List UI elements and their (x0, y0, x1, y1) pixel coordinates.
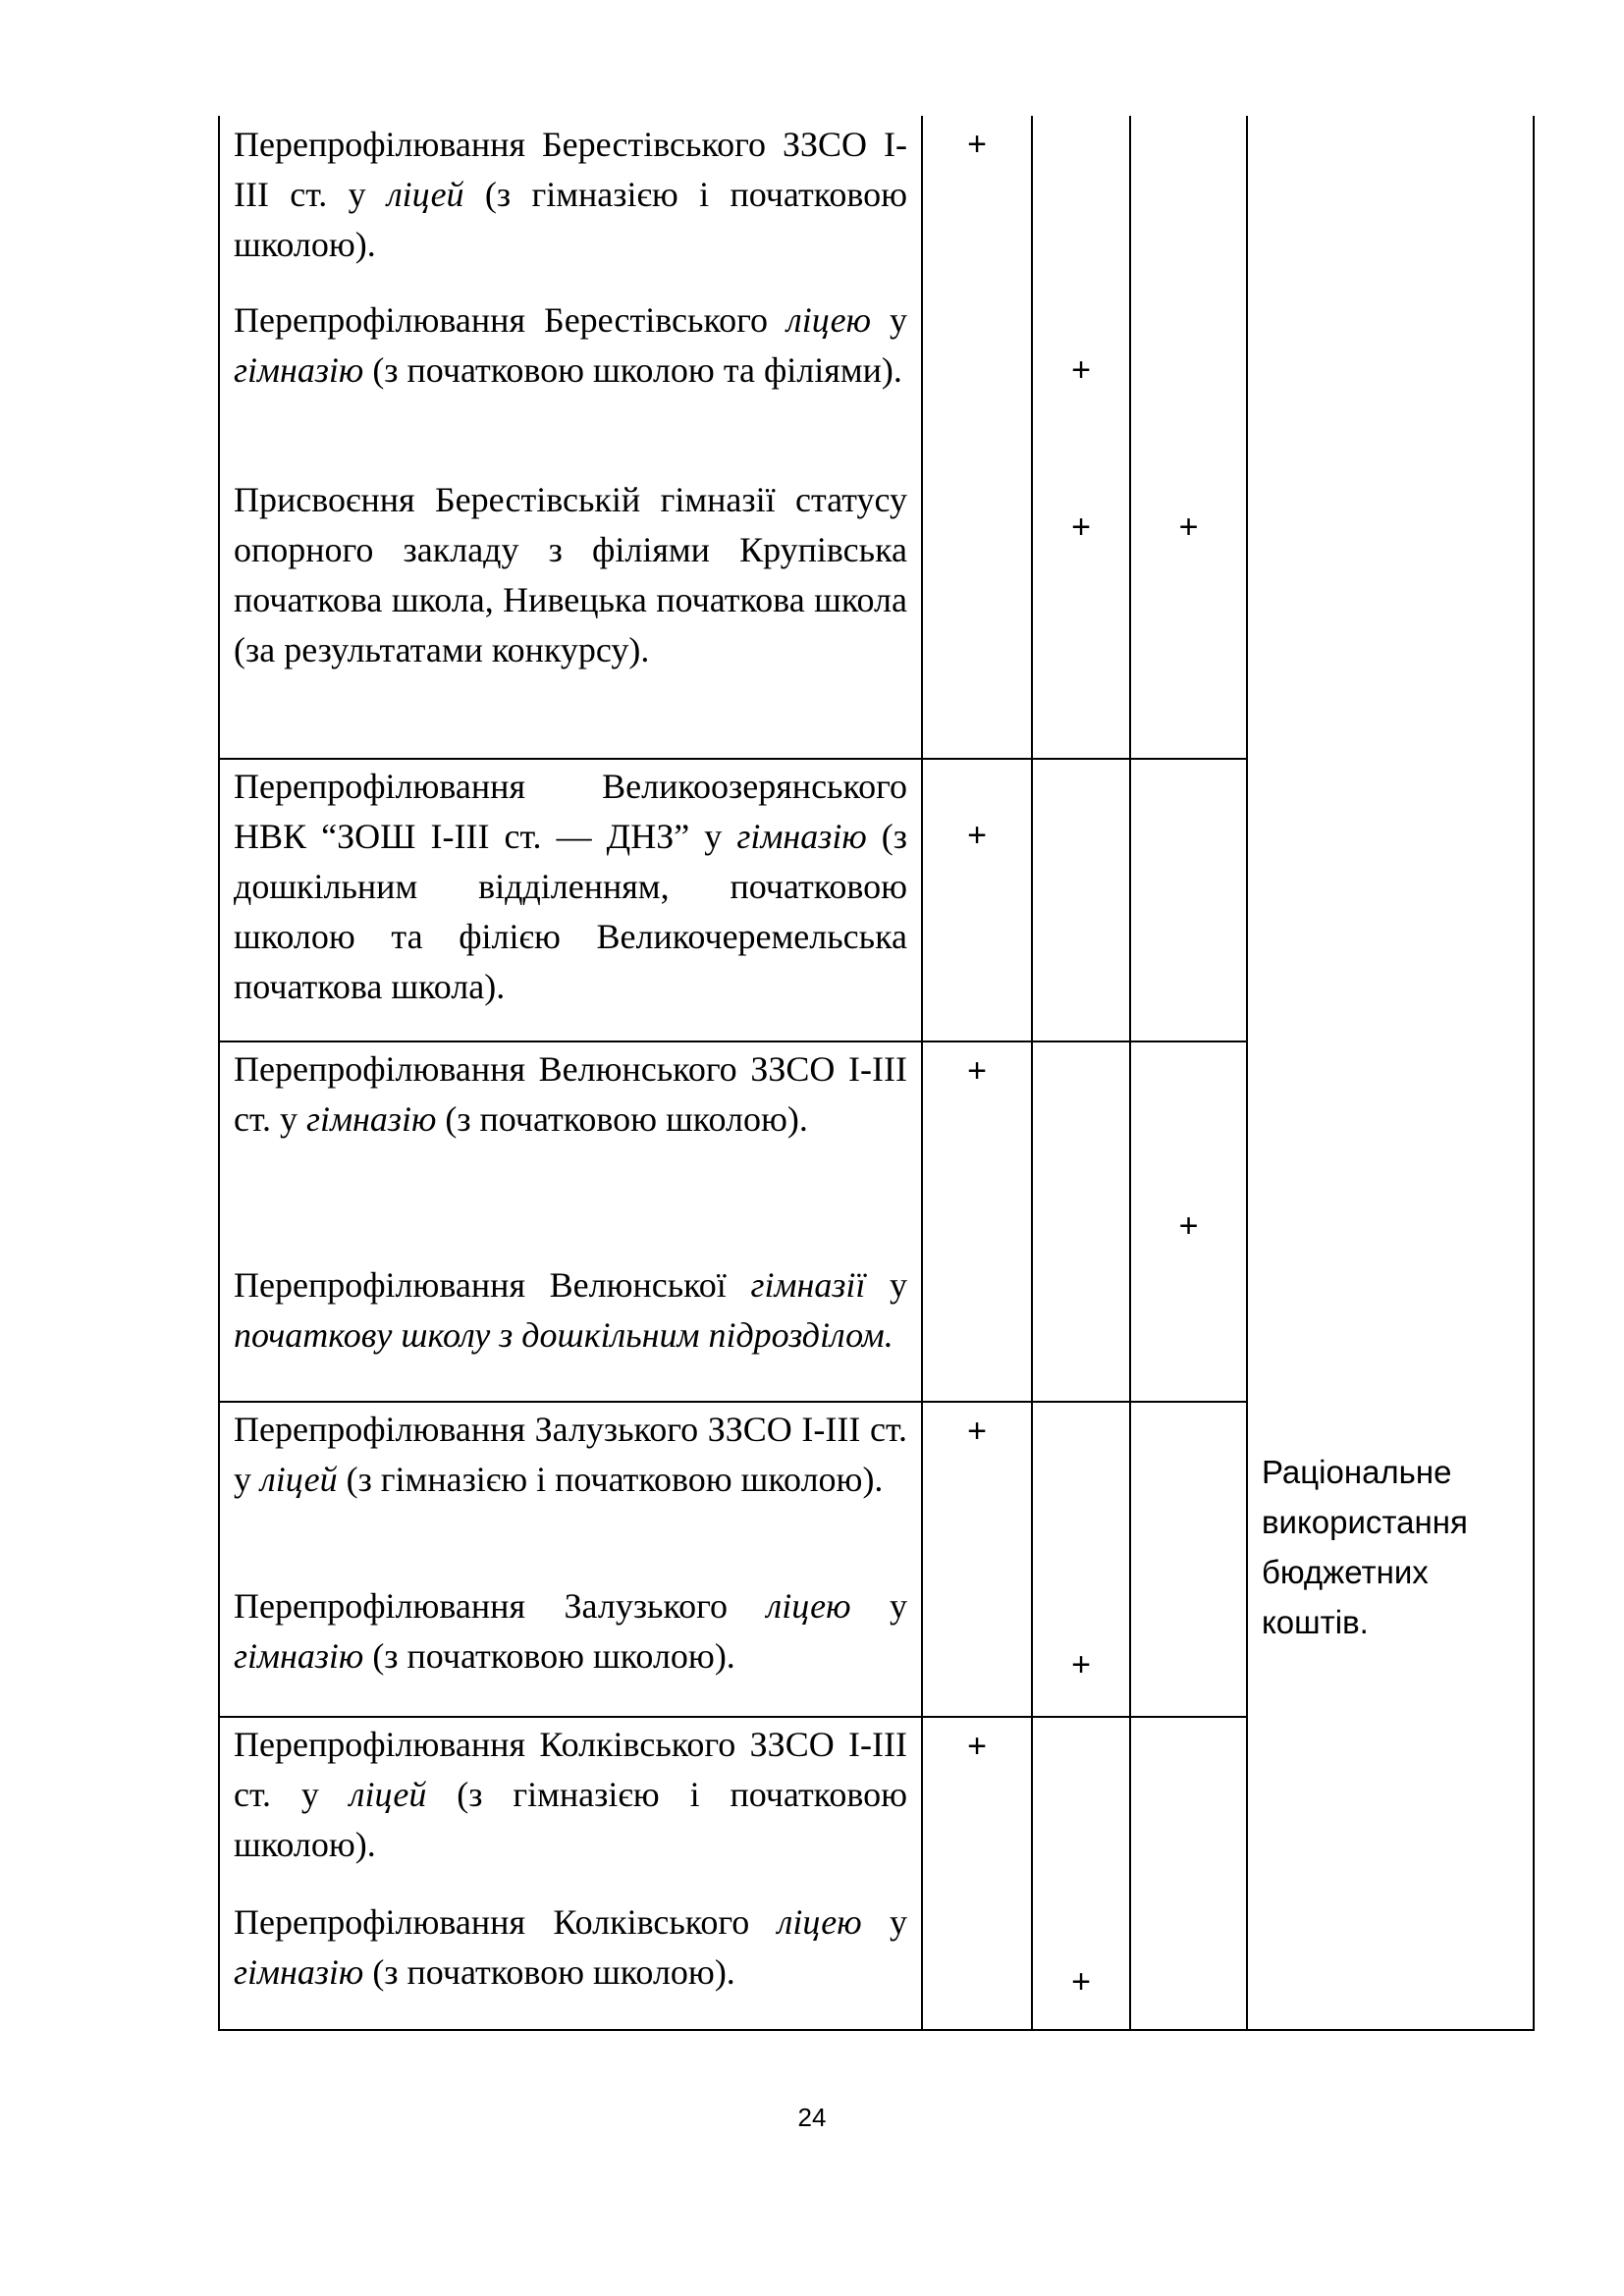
mark-cell (1130, 759, 1247, 1041)
paragraph-text: Присвоєння Берестівській гімназії статусу опорного закладу з філіями Крупівська початкова школа, Нивецька початкова школа (за результатами конкурсу). (234, 480, 907, 669)
paragraph-text: Перепрофілювання Залузького (234, 1586, 767, 1626)
page-number: 24 (797, 2103, 827, 2132)
paragraph-text: (з гімназією і початковою школою). (234, 175, 908, 264)
italic-term: гімназії (750, 1265, 866, 1305)
mark-cell (1130, 1402, 1247, 1717)
measure-cell (219, 116, 922, 759)
paragraph-text: Перепрофілювання Великоозерянського НВК “ЗОШ І-ІІІ ст. — ДНЗ” у (234, 767, 907, 856)
plus-mark: + (1178, 508, 1199, 546)
italic-term: ліцею (777, 1902, 862, 1942)
italic-term: гімназію (234, 350, 364, 390)
measure-paragraph (234, 1044, 907, 1145)
italic-term: ліцею (766, 1586, 851, 1626)
measure-paragraph (234, 1260, 907, 1361)
paragraph-text: Перепрофілювання Берестівського ЗЗСО І-ІІІ ст. у (234, 125, 907, 214)
mark-cell (1032, 116, 1130, 759)
table-row (219, 116, 1534, 759)
measure-paragraph (234, 1720, 907, 1870)
paragraph-text: у (850, 1586, 908, 1626)
measure-cell (219, 759, 922, 1041)
measure-cell (219, 1041, 922, 1402)
plus-mark: + (1071, 508, 1091, 546)
measure-paragraph (234, 1581, 907, 1682)
italic-term: гімназію (736, 817, 867, 856)
plus-mark: + (1178, 1207, 1199, 1245)
plus-mark: + (967, 1728, 987, 1765)
result-text: Раціональне використання бюджетних коштів. (1262, 1454, 1468, 1640)
mark-cell (1032, 1402, 1130, 1717)
paragraph-text: (з гімназією і початковою школою). (337, 1460, 884, 1499)
mark-cell (922, 1717, 1032, 2030)
plus-mark: + (967, 1413, 987, 1450)
mark-cell (1130, 1041, 1247, 1402)
plus-mark: + (967, 1052, 987, 1090)
paragraph-text: (з початковою школою). (436, 1099, 808, 1139)
paragraph-text: (з гімназією і початковою школою). (234, 1775, 907, 1864)
italic-term: ліцею (786, 300, 871, 340)
plus-mark: + (967, 126, 987, 163)
mark-cell (1130, 116, 1247, 759)
paragraph-text: Перепрофілювання Велюнської (234, 1265, 751, 1305)
paragraph-text: у (870, 300, 908, 340)
mark-cell (1032, 1041, 1130, 1402)
paragraph-text: (з початковою школою). (363, 1952, 735, 1992)
mark-cell (1032, 759, 1130, 1041)
measure-cell (219, 1402, 922, 1717)
italic-term: гімназію (234, 1636, 364, 1676)
mark-cell (922, 759, 1032, 1041)
paragraph-text: у (861, 1902, 907, 1942)
paragraph-text: Перепрофілювання Залузького ЗЗСО І-ІІІ ст. у (234, 1410, 907, 1499)
paragraph-text: Перепрофілювання Колківського (234, 1902, 778, 1942)
measure-paragraph (234, 1897, 907, 1998)
plus-mark: + (1071, 1963, 1091, 2001)
italic-term: ліцей (349, 1775, 427, 1814)
plus-mark: + (1071, 1646, 1091, 1683)
paragraph-text: Перепрофілювання Велюнського ЗЗСО І-ІІІ ст. у (234, 1049, 907, 1139)
measure-paragraph (234, 762, 907, 1012)
italic-term: ліцей (260, 1460, 338, 1499)
italic-term: гімназію (234, 1952, 364, 1992)
paragraph-text: (з початковою школою та філіями). (363, 350, 902, 390)
italic-term: гімназію (306, 1099, 437, 1139)
mark-cell (1032, 1717, 1130, 2030)
italic-term: початкову школу з дошкільним підрозділом. (234, 1315, 893, 1355)
plus-mark: + (967, 817, 987, 854)
mark-cell (922, 116, 1032, 759)
paragraph-text: Перепрофілювання Берестівського (234, 300, 787, 340)
paragraph-text: у (865, 1265, 907, 1305)
measure-paragraph (234, 1405, 907, 1505)
mark-cell (922, 1402, 1032, 1717)
paragraph-text: (з дошкільним відділенням, початковою школою та філією Великочеремельська початкова школа). (234, 817, 907, 1006)
measure-cell (219, 1717, 922, 2030)
measure-paragraph (234, 295, 907, 396)
measure-paragraph (234, 475, 907, 675)
italic-term: ліцей (386, 175, 464, 214)
reorganization-table (218, 116, 1535, 2031)
mark-cell (1130, 1717, 1247, 2030)
result-cell (1247, 116, 1534, 2030)
paragraph-text: Перепрофілювання Колківського ЗЗСО І-ІІІ ст. у (234, 1725, 907, 1814)
measure-paragraph (234, 120, 907, 270)
mark-cell (922, 1041, 1032, 1402)
plus-mark: + (1071, 351, 1091, 389)
paragraph-text: (з початковою школою). (363, 1636, 735, 1676)
